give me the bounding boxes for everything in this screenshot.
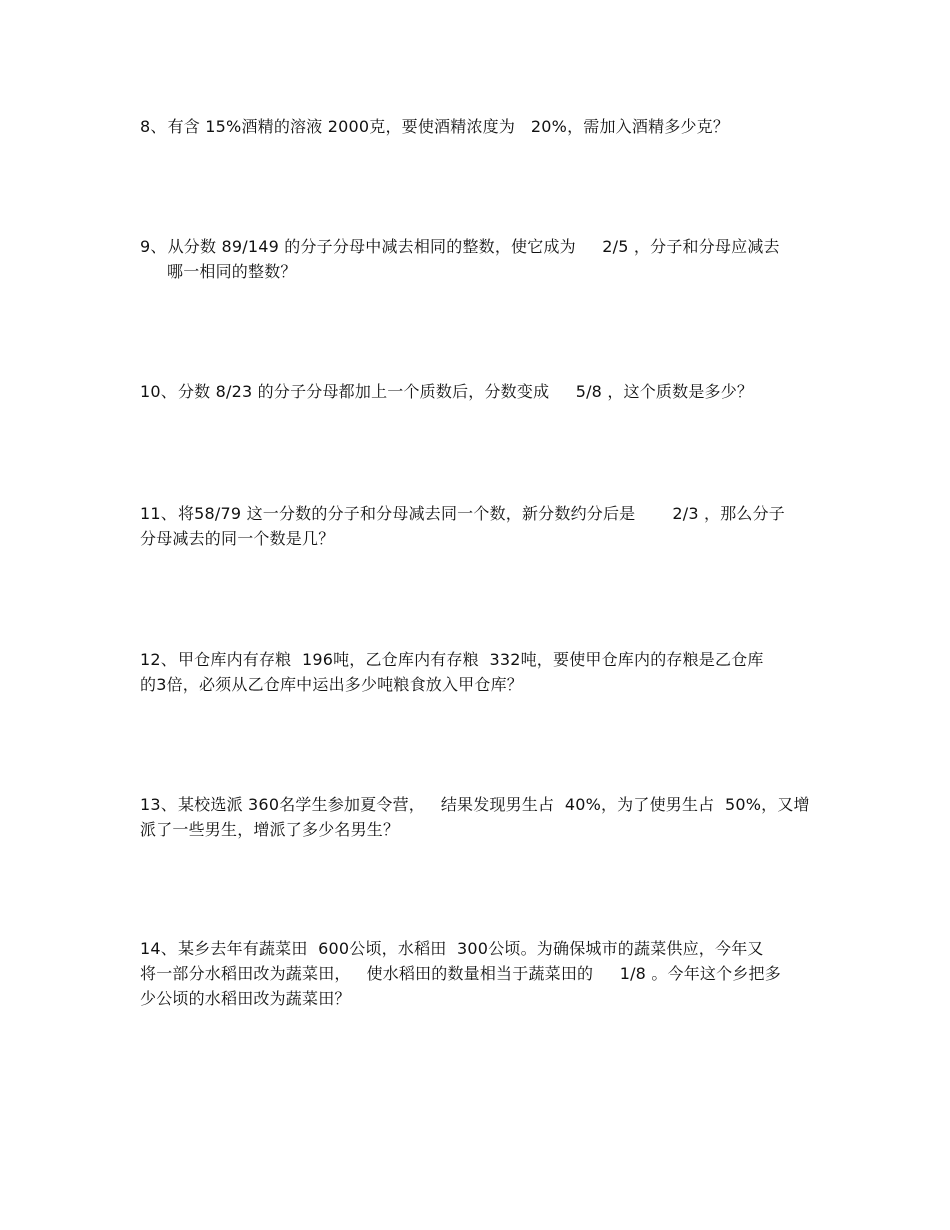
- problem-12-text-1: 甲仓库内有存粮 196吨，乙仓库内有存粮 332吨，要使甲仓库内的存粮是乙仓库: [177, 650, 764, 669]
- problem-12: [140, 647, 820, 697]
- problem-8-text: 有含 15%酒精的溶液 2000克，要使酒精浓度为 20%，需加入酒精多少克？: [167, 117, 730, 136]
- problem-11-line-2: 分母减去的同一个数是几？: [140, 529, 335, 548]
- problem-14-line-1: [140, 936, 820, 961]
- problem-14-number: 14、: [140, 939, 177, 958]
- problem-9-line-1: [140, 234, 820, 259]
- problem-10: [140, 379, 820, 404]
- problem-11: [140, 501, 820, 551]
- problem-13-line-1: [140, 792, 820, 817]
- problem-10-number: 10、: [140, 382, 177, 401]
- problem-14-text-1: 某乡去年有蔬菜田 600公顷，水稻田 300公顷。为确保城市的蔬菜供应，今年又: [177, 939, 764, 958]
- problem-13-number: 13、: [140, 795, 177, 814]
- problem-12-line-2: 的3倍，必须从乙仓库中运出多少吨粮食放入甲仓库？: [140, 675, 523, 694]
- problem-12-number: 12、: [140, 650, 177, 669]
- problem-11-text-1: 将58/79 这一分数的分子和分母减去同一个数，新分数约分后是 2/3 ，那么分子: [177, 504, 786, 523]
- problem-11-line-1: [140, 501, 820, 526]
- problem-14: [140, 936, 820, 1011]
- problem-9-line-2: 哪一相同的整数？: [167, 262, 297, 281]
- problem-14-line-2: 将一部分水稻田改为蔬菜田， 使水稻田的数量相当于蔬菜田的 1/8 。今年这个乡把多: [140, 964, 781, 983]
- problem-11-number: 11、: [140, 504, 177, 523]
- problem-8-line-1: [140, 114, 820, 139]
- problem-9-number: 9、: [140, 237, 167, 256]
- problem-13-text-1: 某校选派 360名学生参加夏令营， 结果发现男生占 40%，为了使男生占 50%，又增: [177, 795, 810, 814]
- problem-13: [140, 792, 820, 842]
- problem-10-text: 分数 8/23 的分子分母都加上一个质数后，分数变成 5/8 ，这个质数是多少？: [177, 382, 754, 401]
- problem-9: [140, 234, 820, 284]
- problem-8-number: 8、: [140, 117, 167, 136]
- problem-8: [140, 114, 820, 139]
- problem-9-text-1: 从分数 89/149 的分子分母中减去相同的整数，使它成为 2/5 ，分子和分母应减去: [167, 237, 780, 256]
- problem-12-line-1: [140, 647, 820, 672]
- problem-14-line-3: 少公顷的水稻田改为蔬菜田？: [140, 989, 351, 1008]
- problem-10-line-1: [140, 379, 820, 404]
- problem-13-line-2: 派了一些男生，增派了多少名男生？: [140, 820, 400, 839]
